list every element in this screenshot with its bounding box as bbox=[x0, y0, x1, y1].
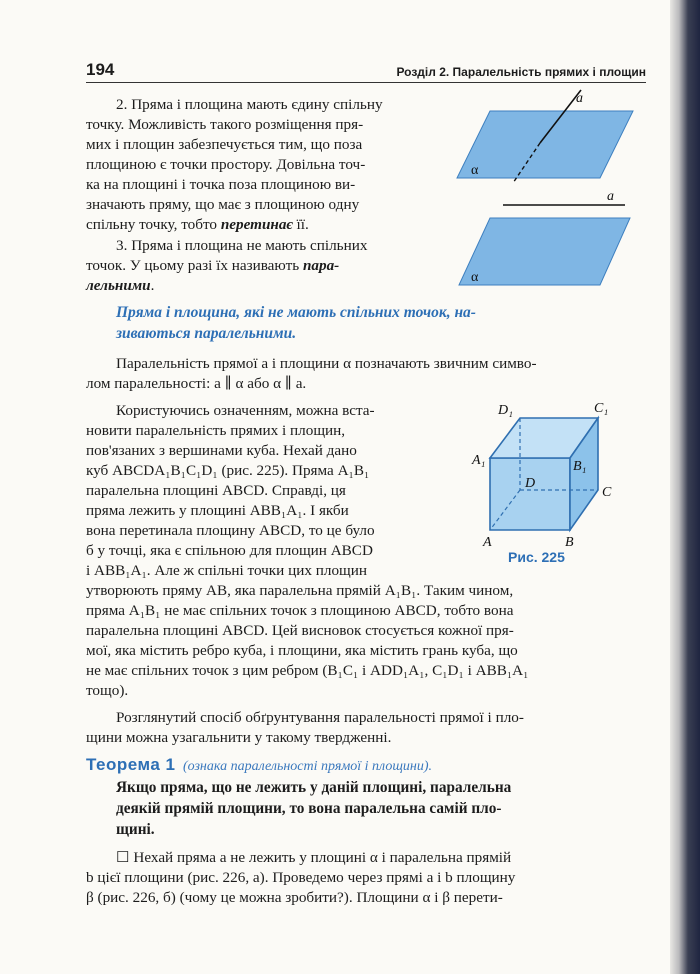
text-line: пов'язаних з вершинами куба. Нехай дано bbox=[86, 442, 357, 459]
text-line: щини можна узагальнити у такому твердженні. bbox=[86, 729, 392, 746]
plane-parallel bbox=[459, 218, 630, 285]
theorem-line: Якщо пряма, що не лежить у даній площині, паралельна bbox=[116, 779, 512, 796]
text-line: b цієї площини (рис. 226, а). Проведемо через прямі a і b площину bbox=[86, 869, 516, 886]
text-line: пряма A₁B₁ не має спільних точок з площиною ABCD, тобто вона bbox=[86, 602, 514, 619]
text-line: пряма лежить у площині ABB₁A₁. І якби bbox=[86, 502, 349, 519]
theorem-line: щині. bbox=[116, 821, 155, 838]
vertex-a: A bbox=[483, 535, 492, 550]
text-line: мих і площин забезпечується тим, що поза bbox=[86, 136, 363, 153]
cube-face-front bbox=[490, 458, 570, 530]
term-intersects: перетинає bbox=[220, 216, 293, 233]
definition-line: Пряма і площина, які не мають спільних точок, на- bbox=[116, 304, 476, 321]
vertex-d1: D₁ bbox=[498, 403, 513, 418]
definition-line: зиваються паралельними. bbox=[116, 325, 297, 342]
page-header bbox=[86, 60, 646, 83]
text-line: паралельна площині ABCD. Справді, ця bbox=[86, 482, 346, 499]
label-plane-alpha-bottom: α bbox=[471, 270, 479, 285]
vertex-d: D bbox=[525, 476, 536, 491]
text-line: ка на площині і точка поза площиною ви- bbox=[86, 176, 356, 193]
text-line: площиною є точки простору. Довільна точ- bbox=[86, 156, 366, 173]
text-line: спільну точку, тобто перетинає її. bbox=[86, 216, 309, 233]
plane-intersected bbox=[457, 111, 633, 178]
text-line: мої, яка містить ребро куба, і площини, яка містить грань куба, що bbox=[86, 642, 518, 659]
label-plane-alpha-top: α bbox=[471, 163, 479, 178]
text-line: точку. Можливість такого розміщення пря- bbox=[86, 116, 364, 133]
text-line: паралельна площині ABCD. Цей висновок стосується кожної пря- bbox=[86, 622, 514, 639]
vertex-c1: C₁ bbox=[594, 401, 609, 416]
text-line: ☐ Нехай пряма a не лежить у площині α і паралельна прямій bbox=[116, 849, 512, 866]
paragraph-generalization bbox=[86, 708, 524, 748]
vertex-c: C bbox=[602, 485, 612, 500]
text-line: Розглянутий спосіб обґрунтування паралельності прямої і пло- bbox=[116, 709, 524, 726]
text-line: Користуючись означенням, можна вста- bbox=[116, 402, 375, 419]
paragraph-single-point bbox=[86, 95, 383, 235]
theorem-line: деякій прямій площини, то вона паралельна самій пло- bbox=[116, 800, 502, 817]
term-parallel-part1: пара- bbox=[302, 257, 340, 274]
page-number: 194 bbox=[86, 60, 115, 79]
figure-line-plane-positions bbox=[455, 88, 645, 288]
theorem-heading bbox=[86, 755, 432, 775]
paragraph-no-common-points bbox=[86, 236, 368, 296]
paragraph-proof bbox=[86, 848, 516, 908]
text-line: Паралельність прямої a і площини α позначають звичним симво- bbox=[116, 355, 537, 372]
vertex-b1: B₁ bbox=[573, 459, 587, 474]
text-line: значають пряму, що має з площиною одну bbox=[86, 196, 360, 213]
text-line: лельними. bbox=[86, 277, 155, 294]
theorem-label: Теорема 1 bbox=[86, 755, 176, 774]
theorem-subtitle: (ознака паралельності прямої і площини). bbox=[182, 759, 433, 774]
text-line: новити паралельність прямих і площин, bbox=[86, 422, 346, 439]
figure-cube bbox=[470, 400, 620, 550]
label-line-a-bottom: a bbox=[607, 189, 614, 204]
book-spine-edge bbox=[670, 0, 700, 974]
figure-caption-225: Рис. 225 bbox=[508, 549, 565, 565]
text-line: 3. Пряма і площина не мають спільних bbox=[116, 237, 368, 254]
vertex-b: B bbox=[565, 535, 574, 550]
text-line: не має спільних точок з цим ребром (B₁C₁ і ADD₁A₁, C₁D₁ і ABB₁A₁ bbox=[86, 662, 529, 679]
text-line: точок. У цьому разі їх називають пара- bbox=[86, 257, 340, 274]
paragraph-cube-example bbox=[86, 401, 529, 701]
term-parallel-part2: лельними bbox=[86, 277, 151, 294]
text-line: тощо). bbox=[86, 682, 129, 699]
definition-parallel bbox=[116, 302, 626, 344]
chapter-title: Розділ 2. Паралельність прямих і площин bbox=[396, 65, 646, 79]
paragraph-notation bbox=[86, 354, 537, 394]
text-line: β (рис. 226, б) (чому це можна зробити?). Площини α і β перети- bbox=[86, 889, 503, 906]
vertex-a1: A₁ bbox=[472, 453, 486, 468]
text-line: вона перетинала площину ABCD, то це було bbox=[86, 522, 375, 539]
label-line-a-top: a bbox=[576, 91, 583, 106]
text-line: 2. Пряма і площина мають єдину спільну bbox=[116, 96, 383, 113]
theorem-statement bbox=[116, 777, 511, 840]
text-line: б у точці, яка є спільною для площин ABCD bbox=[86, 542, 373, 559]
text-line: лом паралельності: a ∥ α або α ∥ a. bbox=[86, 375, 307, 392]
text-line: і ABB₁A₁. Але ж спільні точки цих площин bbox=[86, 562, 367, 579]
text-line: куб ABCDA₁B₁C₁D₁ (рис. 225). Пряма A₁B₁ bbox=[86, 462, 370, 479]
text-line: утворюють пряму AB, яка паралельна прямій A₁B₁. Таким чином, bbox=[86, 582, 514, 599]
